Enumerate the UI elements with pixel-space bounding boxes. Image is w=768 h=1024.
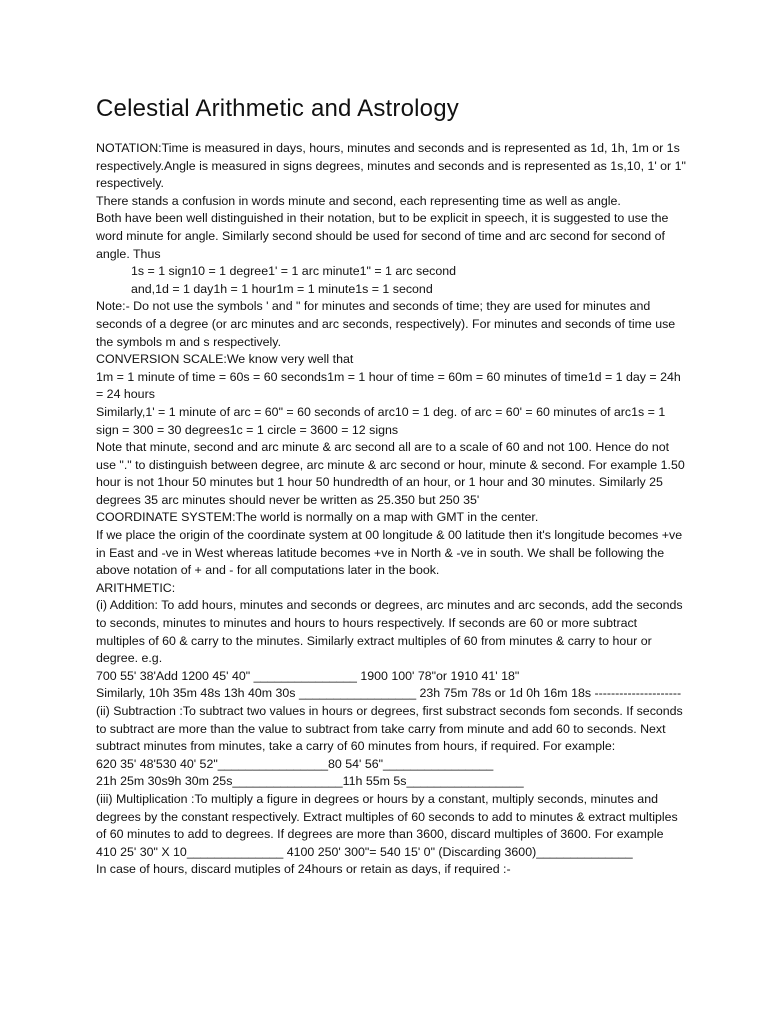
distinguished-paragraph: Both have been well distinguished in their notation, but to be explicit in speech, it is suggested to use the word minute for angle. Similarly second should be used for second of time and arc second for second of angle. Thus [96, 211, 669, 261]
multiplication-paragraph: (iii) Multiplication :To multiply a figure in degrees or hours by a constant, multiply seconds, minutes and degrees by the constant respectively. Extract multiples of 60 seconds to add to minutes & extract multiples of 60 minutes to add to degrees. If degrees are more than 3600, discard multiples of 3600. For example [96, 791, 678, 842]
note-symbols-paragraph: Note:- Do not use the symbols ' and " for minutes and seconds of time; they are used for minutes and seconds of a degree (or arc minutes and arc seconds, respectively). For minutes and seconds of time use the symbols m and s respectively. [96, 299, 676, 349]
addition-paragraph: (i) Addition: To add hours, minutes and seconds or degrees, arc minutes and arc seconds, add the seconds to seconds, minutes to minutes and hours to hours respectively. If seconds are 60 or more subtract multiples of 60 & carry to the minutes. Similarly extract multiples of 60 from minutes & carry to hour or degree. e.g. [96, 598, 683, 666]
addition-example-degrees: 700 55' 38'Add 1200 45' 40" _______________ 1900 100' 78"or 1910 41' 18" [96, 668, 520, 683]
document-title: Celestial Arithmetic and Astrology [96, 95, 459, 122]
arc-conversion-line: Similarly,1' = 1 minute of arc = 60" = 60 seconds of arc10 = 1 deg. of arc = 60' = 60 minutes of arc1s = 1 sign = 300 = 30 degrees1c = 1 circle = 3600 = 12 signs [96, 404, 666, 437]
scale-note-paragraph: Note that minute, second and arc minute & arc second all are to a scale of 60 and not 100. Hence do not use "." to distinguish between degree, arc minute & arc second or hour, minute & second. For example 1.50 hour is not 1hour 50 minutes but 1 hour 50 hundredth of an hour, or 1 hour and 30 minutes. Similarly 25 degrees 35 arc minutes should never be written as 25.350 but 250 35' [96, 440, 685, 507]
coordinate-system-heading: COORDINATE SYSTEM:The world is normally on a map with GMT in the center. [96, 510, 539, 525]
document-page [96, 92, 686, 879]
coordinate-origin-paragraph: If we place the origin of the coordinate system at 00 longitude & 00 latitude then it's longitude becomes +ve in East and -ve in West whereas latitude becomes +ve in North & -ve in south. We shall be following the above notation of + and - for all computations later in the book. [96, 528, 683, 578]
multiplication-example: 410 25' 30" X 10______________ 4100 250' 300"= 540 15' 0" (Discarding 3600)______________ [96, 844, 633, 859]
arithmetic-heading: ARITHMETIC: [96, 580, 176, 595]
notation-paragraph: NOTATION:Time is measured in days, hours, minutes and seconds and is represented as 1d, 1h, 1m or 1s respectively.Angle is measured in signs degrees, minutes and seconds and is represented as 1s,10, 1' or 1" respectively. [96, 141, 686, 191]
time-units-line: and,1d = 1 day1h = 1 hour1m = 1 minute1s = 1 second [131, 281, 433, 296]
subtraction-paragraph: (ii) Subtraction :To subtract two values in hours or degrees, first substract seconds fom seconds. If seconds to subtract are more than the value to subtract from take carry from minute and add 60 to seconds. Next subtract minutes from minutes, take a carry of 60 minutes from hours, if required. For example: [96, 704, 683, 754]
angle-units-line: 1s = 1 sign10 = 1 degree1' = 1 arc minute1" = 1 arc second [131, 264, 457, 279]
confusion-paragraph: There stands a confusion in words minute and second, each representing time as well as angle. [96, 193, 621, 208]
time-conversion-line: 1m = 1 minute of time = 60s = 60 seconds1m = 1 hour of time = 60m = 60 minutes of time1d = 1 day = 24h = 24 hours [96, 369, 681, 402]
conversion-scale-heading: CONVERSION SCALE:We know very well that [96, 352, 354, 367]
hours-discard-line: In case of hours, discard mutiples of 24hours or retain as days, if required :- [96, 862, 511, 877]
subtraction-example-degrees: 620 35' 48'530 40' 52"________________80 54' 56"________________ [96, 756, 494, 771]
addition-example-hours: Similarly, 10h 35m 48s 13h 40m 30s _________________ 23h 75m 78s or 1d 0h 16m 18s --------------------- [96, 686, 682, 701]
subtraction-example-hours: 21h 25m 30s9h 30m 25s________________11h 55m 5s_________________ [96, 774, 524, 789]
